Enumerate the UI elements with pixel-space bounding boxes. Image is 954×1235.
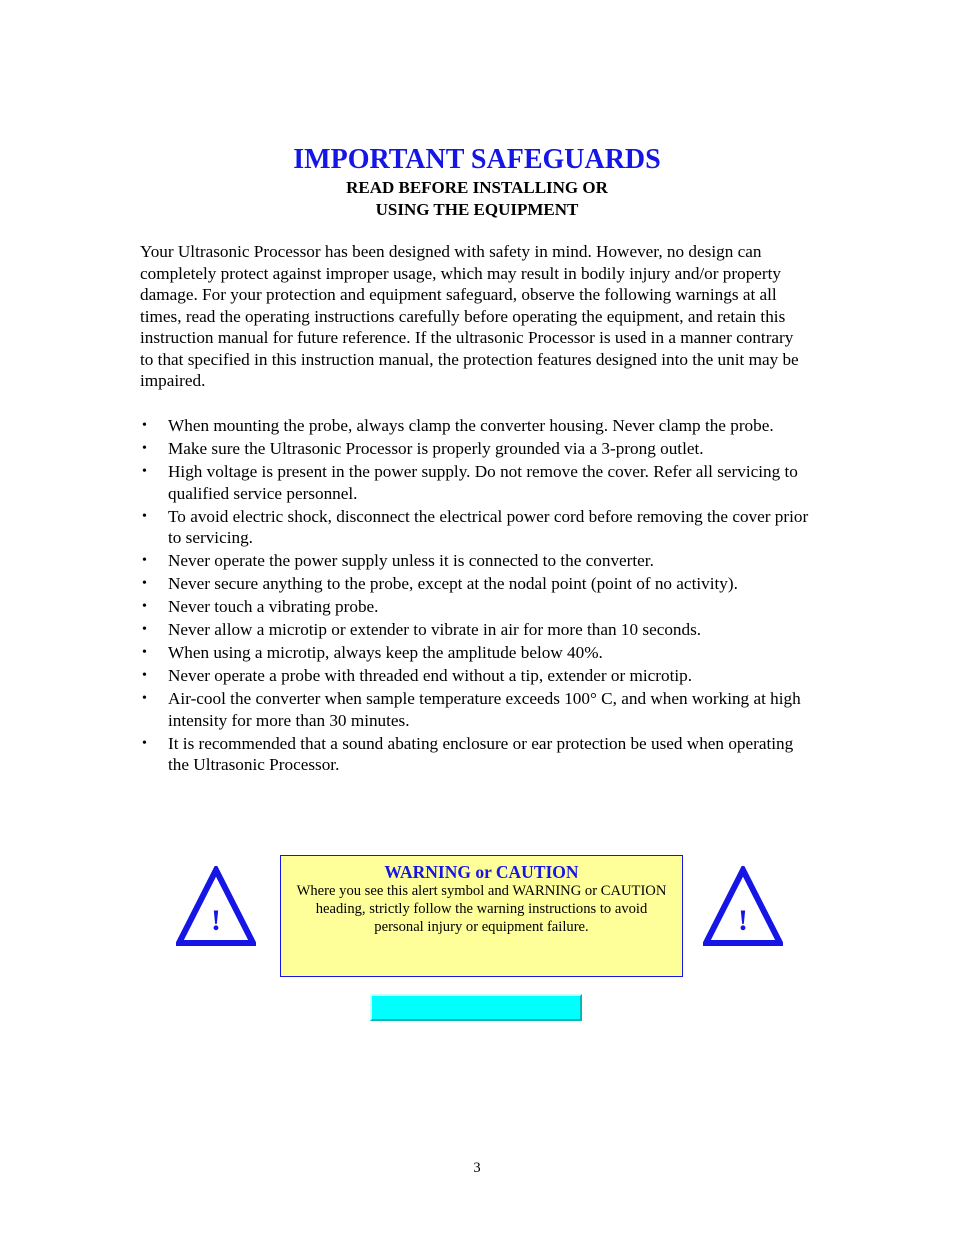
list-item (140, 665, 812, 687)
list-item-text: Make sure the Ultrasonic Processor is properly grounded via a 3-prong outlet. (168, 439, 704, 458)
list-item (140, 619, 812, 641)
list-item-text: Never operate the power supply unless it is connected to the converter. (168, 551, 654, 570)
bullet-icon: • (142, 553, 147, 568)
warning-box (280, 855, 683, 977)
subtitle (0, 177, 954, 220)
list-item-text: Never secure anything to the probe, except at the nodal point (point of no activity). (168, 574, 738, 593)
bullet-icon: • (142, 668, 147, 683)
list-item-text: It is recommended that a sound abating enclosure or ear protection be used when operating the Ultrasonic Processor. (168, 733, 794, 774)
list-item-text: Air-cool the converter when sample temperature exceeds 100° C, and when working at high intensity for more than 30 minutes. (168, 689, 801, 730)
warning-triangle-icon (176, 866, 256, 946)
list-item-text: Never allow a microtip or extender to vibrate in air for more than 10 seconds. (168, 620, 702, 639)
bullet-icon: • (142, 645, 147, 660)
exclamation-mark: ! (738, 904, 748, 937)
list-item (140, 438, 812, 460)
bullet-icon: • (142, 576, 147, 591)
subtitle-line-1: READ BEFORE INSTALLING OR (346, 178, 608, 197)
list-item (140, 415, 812, 437)
page-title: IMPORTANT SAFEGUARDS (293, 144, 661, 175)
bullet-icon: • (142, 691, 147, 706)
page-number: 3 (473, 1160, 481, 1176)
list-item-text: When mounting the probe, always clamp the converter housing. Never clamp the probe. (168, 416, 774, 435)
list-item (140, 688, 812, 731)
safeguard-list (140, 415, 812, 777)
cyan-bar (370, 994, 582, 1021)
list-item-text: To avoid electric shock, disconnect the electrical power cord before removing the cover prior to servicing. (168, 506, 809, 547)
list-item-text: When using a microtip, always keep the amplitude below 40%. (168, 643, 603, 662)
exclamation-mark: ! (211, 904, 221, 937)
list-item (140, 506, 812, 549)
list-item (140, 461, 812, 504)
warning-triangle-icon (703, 866, 783, 946)
list-item (140, 550, 812, 572)
bullet-icon: • (142, 599, 147, 614)
list-item-text: Never touch a vibrating probe. (168, 597, 379, 616)
list-item-text: High voltage is present in the power supply. Do not remove the cover. Refer all servicing to qualified service personnel. (168, 462, 798, 503)
list-item (140, 596, 812, 618)
warning-text: Where you see this alert symbol and WARNING or CAUTION heading, strictly follow the warning instructions to avoid personal injury or equipment failure. (296, 883, 667, 935)
intro-paragraph: Your Ultrasonic Processor has been designed with safety in mind. However, no design can completely protect against improper usage, which may result in bodily injury and/or property damage. For your protection and equipment safeguard, observe the following warnings at all times, read the operating instructions carefully before operating the equipment, and retain this instruction manual for future reference. If the ultrasonic Processor is used in a manner contrary to that specified in this instruction manual, the protection features designed into the unit may be impaired. (140, 242, 799, 390)
bullet-icon: • (142, 622, 147, 637)
list-item (140, 733, 812, 776)
bullet-icon: • (142, 508, 147, 524)
bullet-icon: • (142, 464, 147, 479)
list-item (140, 573, 812, 595)
bullet-icon: • (142, 735, 147, 751)
bullet-icon: • (142, 441, 147, 456)
list-item (140, 642, 812, 664)
list-item-text: Never operate a probe with threaded end without a tip, extender or microtip. (168, 666, 693, 685)
bullet-icon: • (142, 418, 147, 433)
warning-title: WARNING or CAUTION (384, 862, 579, 882)
subtitle-line-2: USING THE EQUIPMENT (375, 199, 579, 219)
